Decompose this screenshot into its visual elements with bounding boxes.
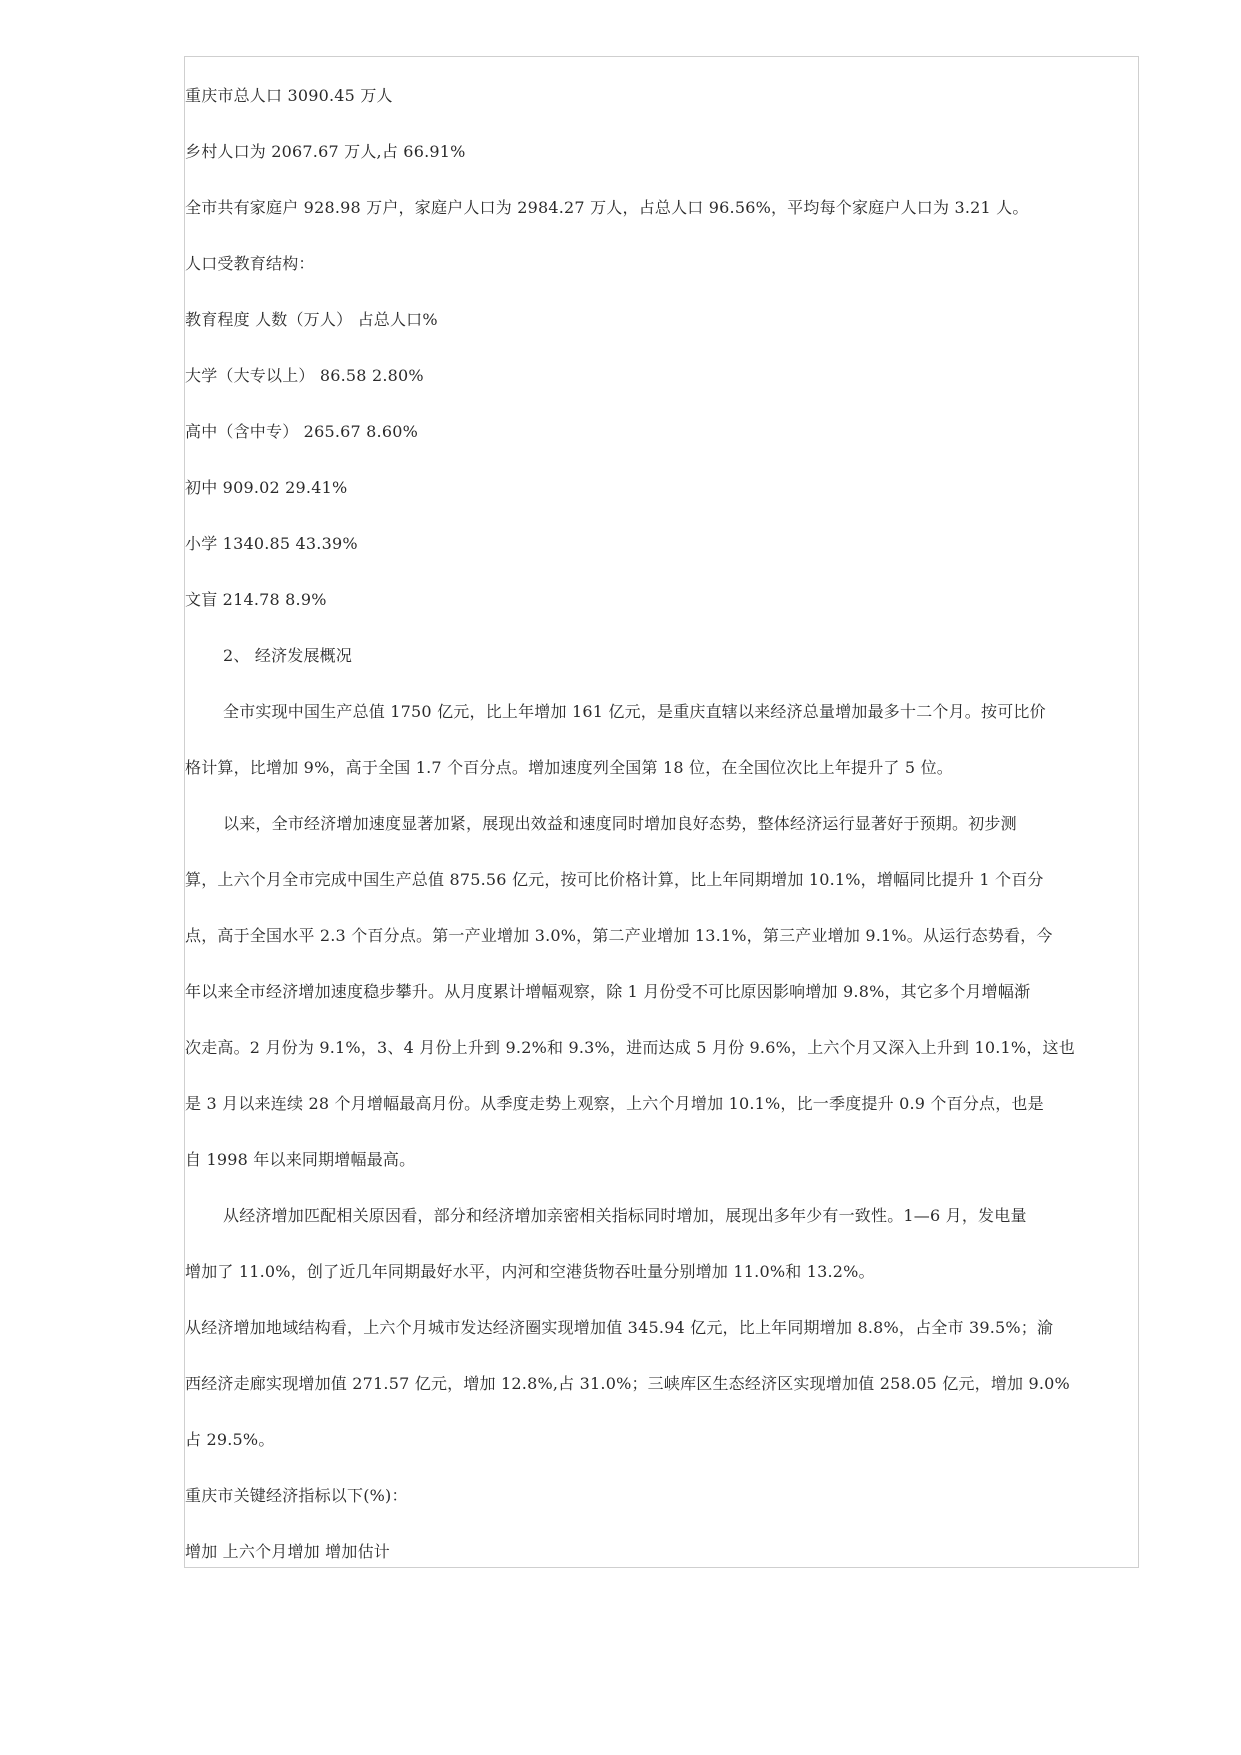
paragraph-line: 自 1998 年以来同期增幅最高。 xyxy=(185,1150,416,1169)
paragraph-line: 年以来全市经济增加速度稳步攀升。从月度累计增幅观察，除 1 月份受不可比原因影响增加 9.8%，其它多个月增幅渐 xyxy=(185,982,1031,1001)
text-line: 全市共有家庭户 928.98 万户，家庭户人口为 2984.27 万人，占总人口 96.56%，平均每个家庭户人口为 3.21 人。 xyxy=(185,198,1029,217)
table-row: 大学（大专以上） 86.58 2.80% xyxy=(185,366,424,385)
table-row: 文盲 214.78 8.9% xyxy=(185,590,327,609)
paragraph-line: 西经济走廊实现增加值 271.57 亿元，增加 12.8%,占 31.0%；三峡库区生态经济区实现增加值 258.05 亿元，增加 9.0% xyxy=(185,1374,1070,1393)
paragraph-line: 占 29.5%。 xyxy=(185,1430,275,1449)
paragraph-line: 算，上六个月全市完成中国生产总值 875.56 亿元，按可比价格计算，比上年同期增加 10.1%，增幅同比提升 1 个百分 xyxy=(185,870,1044,889)
table-row: 高中（含中专） 265.67 8.60% xyxy=(185,422,418,441)
text-line: 乡村人口为 2067.67 万人,占 66.91% xyxy=(185,142,466,161)
paragraph-line: 以来，全市经济增加速度显著加紧，展现出效益和速度同时增加良好态势，整体经济运行显著好于预期。初步测 xyxy=(223,814,1017,833)
paragraph-line: 从经济增加地域结构看，上六个月城市发达经济圈实现增加值 345.94 亿元，比上年同期增加 8.8%，占全市 39.5%；渝 xyxy=(185,1318,1054,1337)
text-line: 人口受教育结构： xyxy=(185,254,315,273)
paragraph-line: 格计算，比增加 9%，高于全国 1.7 个百分点。增加速度列全国第 18 位，在全国位次比上年提升了 5 位。 xyxy=(185,758,953,777)
paragraph-line: 增加了 11.0%，创了近几年同期最好水平，内河和空港货物吞吐量分别增加 11.0%和 13.2%。 xyxy=(185,1262,875,1281)
paragraph-line: 是 3 月以来连续 28 个月增幅最高月份。从季度走势上观察，上六个月增加 10.1%，比一季度提升 0.9 个百分点，也是 xyxy=(185,1094,1044,1113)
table-header-row: 增加 上六个月增加 增加估计 xyxy=(185,1542,390,1561)
table-header-row: 教育程度 人数（万人） 占总人口% xyxy=(185,310,438,329)
table-row: 小学 1340.85 43.39% xyxy=(185,534,358,553)
text-line: 重庆市总人口 3090.45 万人 xyxy=(185,86,393,105)
paragraph-line: 点，高于全国水平 2.3 个百分点。第一产业增加 3.0%，第二产业增加 13.1%，第三产业增加 9.1%。从运行态势看，今 xyxy=(185,926,1053,945)
section-heading: 2、 经济发展概况 xyxy=(223,646,353,665)
paragraph-line: 全市实现中国生产总值 1750 亿元，比上年增加 161 亿元，是重庆直辖以来经济总量增加最多十二个月。按可比价 xyxy=(223,702,1046,721)
paragraph-line: 次走高。2 月份为 9.1%，3、4 月份上升到 9.2%和 9.3%，进而达成 5 月份 9.6%，上六个月又深入上升到 10.1%，这也 xyxy=(185,1038,1075,1057)
document-page xyxy=(184,56,1139,1568)
document-body xyxy=(185,68,1139,1568)
text-line: 重庆市关键经济指标以下(%)： xyxy=(185,1486,408,1505)
paragraph-line: 从经济增加匹配相关原因看，部分和经济增加亲密相关指标同时增加，展现出多年少有一致性。1—6 月，发电量 xyxy=(223,1206,1027,1225)
table-row: 初中 909.02 29.41% xyxy=(185,478,348,497)
